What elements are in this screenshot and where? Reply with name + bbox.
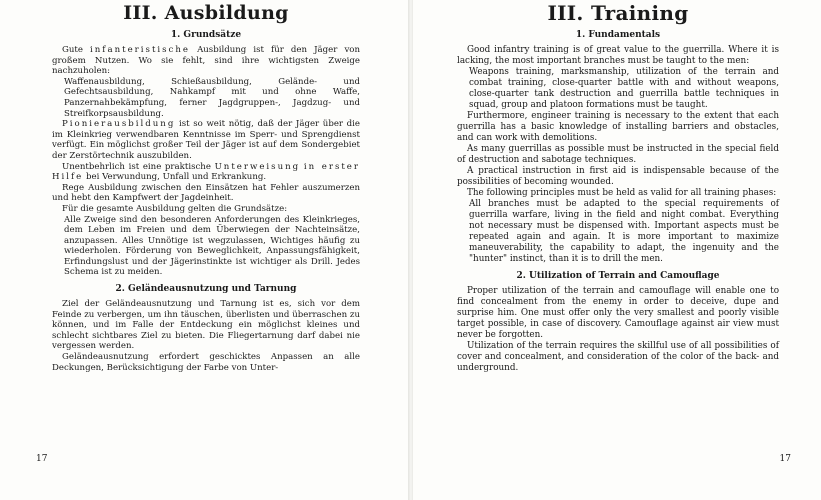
- page-number: 17: [779, 454, 791, 464]
- section-heading-fundamentals: 1. Fundamentals: [575, 30, 661, 40]
- paragraph: Good infantry training is of great value to the guerrilla. Where it is lacking, the most important branches must be taught to the men:: [457, 45, 779, 66]
- spaced-emphasis: in erster Hilfe: [52, 161, 361, 183]
- paragraph: [52, 119, 360, 161]
- section-heading-grundsaetze: 1. Grundsätze: [170, 30, 242, 40]
- left-page-german: [0, 0, 408, 500]
- list-block: Weapons training, marksmanship, utilization of the terrain and combat training, close-quarter battle with and without weapons, close-quarter tank destruction and guerrilla battle techniques in squad, group and platoon formations must be taught.: [469, 67, 779, 110]
- spaced-emphasis: Pionierausbildung: [62, 119, 176, 130]
- section-heading-gelaende: 2. Geländeausnutzung und Tarnung: [115, 284, 297, 295]
- principles-block: Alle Zweige sind den besonderen Anforderungen des Kleinkrieges, dem Leben im Freien und dem Überwiegen der Nachteinsätze, anzupassen. Alles Unnötige ist wegzulassen, Wichtiges häufig zu wiederholen. Förderung von Beweglichkeit, Anpassungsfähigkeit, Erfindungslust und der Jägerinstinkte ist wichtiger als Drill. Jedes Schema ist zu meiden.: [64, 214, 360, 278]
- chapter-title-german: III. Ausbildung: [123, 2, 289, 24]
- page-number: 17: [36, 454, 48, 464]
- paragraph: [52, 162, 360, 183]
- paragraph: The following principles must be held as valid for all training phases:: [467, 188, 777, 198]
- paragraph: Rege Ausbildung zwischen den Einsätzen hat Fehler auszumerzen und hebt den Kampfwert der Jagdeinheit.: [52, 182, 360, 204]
- chapter-title-english: III. Training: [547, 1, 689, 25]
- text-run: Gute: [62, 45, 91, 55]
- spaced-emphasis: infanteristische: [90, 45, 190, 55]
- spaced-emphasis: Unterweisung: [214, 161, 301, 172]
- text-run: Unentbehrlich ist eine praktische: [62, 161, 215, 172]
- paragraph: A practical instruction in first aid is indispensable because of the possibilities of becoming wounded.: [457, 166, 779, 187]
- text-run: bei Verwundung, Unfall und Erkrankung.: [83, 172, 267, 183]
- list-block: Waffenausbildung, Schießausbildung, Gelände- und Gefechtsausbildung, Nahkampf mit und ohne Waffe, Panzernahbekämpfung, ferner Jagdgruppen-, Jagdzug- und Streifkorpsausbildung.: [64, 76, 360, 119]
- paragraph: As many guerrillas as possible must be instructed in the special field of destruction and sabotage techniques.: [457, 144, 779, 165]
- paragraph: Utilization of the terrain requires the skillful use of all possibilities of cover and concealment, and consideration of the color of the back- and underground.: [457, 341, 779, 373]
- right-page-english: [413, 0, 821, 500]
- paragraph: Furthermore, engineer training is necessary to the extent that each guerrilla has a basic knowledge of installing barriers and obstacles, and can work with demolitions.: [457, 111, 779, 143]
- text-run: ist so weit nötig, daß der Jäger über die im Kleinkrieg verwendbaren Kenntnisse im Sperr- und Sprengdienst verfügt. Ein möglichst großer Teil der Jäger ist auf dem Sondergebiet der Zerstörtechnik auszubilden.: [52, 119, 360, 161]
- principles-block: All branches must be adapted to the special requirements of guerrilla warfare, living in the field and night combat. Everything not necessary must be dispensed with. Important aspects must be repeated again and again. It is more important to maximize maneuverability, the capability to adapt, the ingenuity and the "hunter" instinct, than it is to drill the men.: [469, 199, 779, 264]
- paragraph: Ziel der Geländeausnutzung und Tarnung ist es, sich vor dem Feinde zu verbergen, um ihn täuschen, überlisten und überraschen zu können, und im Falle der Entdeckung ein möglichst kleines und schlecht sichtbares Ziel zu bieten. Die Fliegertarnung darf dabei nie vergessen werden.: [52, 299, 360, 352]
- paragraph: Proper utilization of the terrain and camouflage will enable one to find concealment from the enemy in order to deceive, dupe and surprise him. One must offer only the very smallest and poorly visible target possible, in case of discovery. Camouflage against air view must never be forgotten.: [457, 286, 779, 340]
- paragraph: Geländeausnutzung erfordert geschicktes Anpassen an alle Deckungen, Berücksichtigung der Farbe von Unter-: [52, 352, 360, 373]
- paragraph: Für die gesamte Ausbildung gelten die Grundsätze:: [62, 203, 288, 214]
- text-run: Ausbildung ist für den Jäger von großem Nutzen. Wo sie fehlt, sind ihre wichtigsten Zweige nachzuholen:: [52, 45, 361, 77]
- section-heading-terrain: 2. Utilization of Terrain and Camouflage: [516, 271, 720, 281]
- paragraph: [52, 45, 360, 77]
